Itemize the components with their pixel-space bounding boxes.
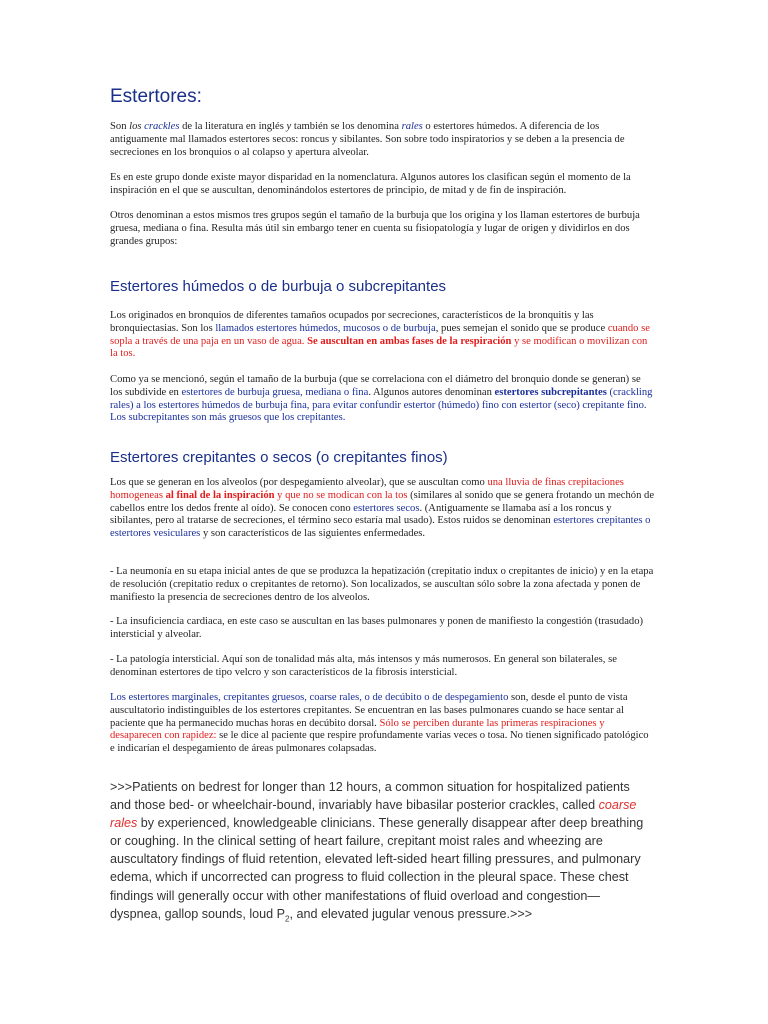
section2-paragraph-marginales xyxy=(110,692,655,756)
section-heading-humedos: Estertores húmedos o de burbuja o subcrepitantes xyxy=(110,278,447,295)
rales-term: rales xyxy=(401,121,423,132)
text-run: se le dice al paciente que respire profundamente varias veces o tosa. No tienen significado patológico e indicarían el despegamiento de áreas pulmonares colapsadas. xyxy=(110,730,649,755)
section2-list-item-insuficiencia: - La insuficiencia cardiaca, en este caso se auscultan en las bases pulmonares y ponen de manifiesto la congestión (trasudado) intersticial y alveolar. xyxy=(110,616,644,640)
section1-paragraph-1 xyxy=(110,310,655,361)
section2-paragraph-1 xyxy=(110,477,655,541)
highlight-blue: (crackling rales) a los estertores húmedos de burbuja fina, para evitar confundir estertor (húmedo) fino con estertor (seco) crepitante fino. Los subcrepitantes son más gruesos que los crepitantes. xyxy=(110,386,653,424)
highlight-blue: estertores crepitantes o estertores vesiculares xyxy=(110,515,651,540)
intro-paragraph-1 xyxy=(110,121,655,159)
highlight-blue: Los estertores marginales, crepitantes gruesos, coarse rales, o de decúbito o de despegamiento xyxy=(110,692,509,703)
highlight-blue: llamados estertores húmedos, mucosos o de burbuja xyxy=(215,322,436,334)
highlight-red: cuando se sopla a través de una paja en un vaso de agua. xyxy=(110,322,650,347)
text-run: Los originados en bronquios de diferentes tamaños ocupados por secreciones, característicos de la bronquitis y las bronquiectasias. Son los xyxy=(110,310,594,334)
english-quote-paragraph xyxy=(110,778,645,923)
highlight-red: y que no se modican con la tos xyxy=(274,489,408,501)
text-run: , pues semejan el sonido que se produce xyxy=(435,322,608,334)
section1-paragraph-2 xyxy=(110,374,655,425)
highlight-red: y se modifican o movilizan con la tos. xyxy=(110,335,648,360)
text-run: , and elevated jugular venous pressure.>>> xyxy=(289,906,533,921)
section2-list-item-intersticial: - La patología intersticial. Aquí son de tonalidad más alta, más intensos y más numerosos. En general son bilaterales, se denominan estertores de tipo velcro y son característicos de la fibrosis intersticial. xyxy=(110,654,617,678)
text-run: y son característicos de las siguientes enfermedades. xyxy=(200,528,426,540)
highlight-red-bold: al final de la inspiración xyxy=(165,489,275,501)
subscript: 2 xyxy=(285,914,290,924)
text-run: by experienced, knowledgeable clinicians. These generally disappear after deep breathing or coughing. In the clinical setting of heart failure, crepitant moist rales and wheezing are auscultatory findings of fluid retention, elevated left-sided heart filling pressures, and pulmonary edema, which if uncorrected can progress to fluid collection in the pleural space. These chest findings will generally occur with other manifestations of fluid overload and congestion—dyspnea, gallop sounds, loud P xyxy=(110,816,644,921)
text-run: . (Antiguamente se llamaba así a los roncus y sibilantes, pero al tratarse de secreciones, el término seco estaría mal usado). Estos ruidos se denominan xyxy=(110,502,612,527)
text-run: Son xyxy=(110,121,130,132)
text-run: también se los denomina xyxy=(291,121,402,132)
text-run: son, desde el punto de vista auscultatorio indistinguibles de los estertores crepitantes. Se encuentran en las bases pulmonares cuando se hace sentar al paciente que ha permanecido muchas horas en decúbito dorsal. xyxy=(110,692,628,729)
text-run: Como ya se mencionó, según el tamaño de la burbuja (que se correlaciona con el diámetro del bronquio donde se generan) se los subdivide en xyxy=(110,374,641,398)
text-run: de la literatura en inglés xyxy=(179,121,287,132)
crackles-term: crackles xyxy=(144,121,180,132)
section2-list-item-neumonia: - La neumonía en su etapa inicial antes de que se produzca la hepatización (crepitatio indux o crepitantes de inicio) y en la etapa de resolución (crepitatio redux o crepitantes de retorno). Son localizados, se auscultan sólo sobre la zona afectada y ponen de manifiesto la presencia de secreciones dentro de los alveolos. xyxy=(110,566,654,603)
text-run: o estertores húmedos. A diferencia de los antiguamente mal llamados estertores secos: roncus y sibilantes. Son sobre todo inspiratorios y se deben a la presencia de secreciones en los bronquios o al colapso y apertura alveolar. xyxy=(110,121,625,158)
text-run: Los que se generan en los alveolos (por despegamiento alveolar), que se auscultan como xyxy=(110,477,488,488)
highlight-blue: estertores secos xyxy=(353,502,420,514)
text-run: >>>Patients on bedrest for longer than 12 hours, a common situation for hospitalized patients and those bed- or wheelchair-bound, invariably have bibasilar posterior crackles, called xyxy=(110,780,630,813)
highlight-red-bold: Se auscultan en ambas fases de la respiración xyxy=(307,335,512,347)
highlight-blue-bold: estertores subcrepitantes xyxy=(494,386,607,398)
section-heading-crepitantes: Estertores crepitantes o secos (o crepitantes finos) xyxy=(110,449,448,466)
text-run: . Algunos autores denominan xyxy=(368,386,495,398)
highlight-red: Sólo se perciben durante las primeras respiraciones y desaparecen con rapidez: xyxy=(110,717,605,742)
highlight-blue: estertores de burbuja gruesa, mediana o fina xyxy=(181,386,369,398)
intro-paragraph-2: Es en este grupo donde existe mayor disparidad en la nomenclatura. Algunos autores los clasifican según el momento de la inspiración en el que se auscultan, denominándolos estertores de principio, de mitad y de fin de inspiración. xyxy=(110,172,631,196)
intro-paragraph-3: Otros denominan a estos mismos tres grupos según el tamaño de la burbuja que los origina y los llaman estertores de burbuja gruesa, mediana o fina. Resulta más útil sin embargo tener en cuenta su fisiopatología y lugar de origen y dividirlos en dos grandes grupos: xyxy=(110,210,640,247)
text-run: los xyxy=(129,121,145,132)
text-run: (similares al sonido que se genera frotando un mechón de cabellos entre los dedos frente al oído). Se conocen cono xyxy=(110,489,655,514)
highlight-red: una lluvia de finas crepitaciones homogeneas xyxy=(110,477,624,501)
text-run: y xyxy=(286,121,292,132)
coarse-rales-term: coarse rales xyxy=(110,798,637,831)
page-title: Estertores: xyxy=(110,86,202,107)
